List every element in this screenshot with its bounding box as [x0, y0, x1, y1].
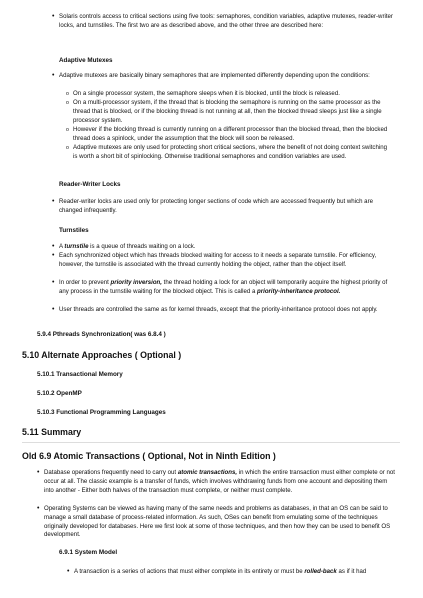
paragraph-text: Reader-writer locks are used only for protecting longer sections of code which are accessed frequently but which are changed infrequently. [59, 198, 373, 214]
list-item [44, 469, 397, 495]
heading-reader-writer-locks: Reader-Writer Locks [59, 181, 121, 188]
paragraph-text: Each synchronized object which has threads blocked waiting for access to it needs a separate turnstile. For efficiency, however, the turnstile is associated with the thread currently holding the object, rather than the object itself. [59, 252, 377, 268]
paragraph-text: the thread holding a lock for an object will temporarily acquire the highest priority of any process in the turnstile waiting for the blocked object. This is called a [59, 279, 388, 295]
list-item [59, 13, 393, 31]
heading-turnstiles: Turnstiles [59, 227, 89, 234]
paragraph-text: Solaris controls access to critical sections using five tools: semaphores, condition variables, adaptive mutexes, reader-writer locks, and turnstiles. The first two are as described above, and the other three are described here: [59, 13, 393, 29]
paragraph-text: User threads are controlled the same as for kernel threads, except that the priority-inheritance protocol does not apply. [59, 306, 378, 313]
heading-5-10-2: 5.10.2 OpenMP [37, 390, 82, 397]
paragraph-text: Database operations frequently need to carry out [44, 469, 178, 476]
sub-list-item [73, 90, 393, 99]
paragraph-text: On a single processor system, the semaphore sleeps when it is blocked, until the block is released. [73, 90, 340, 97]
paragraph-text: Adaptive mutexes are only used for protecting short critical sections, where the benefit of not doing context switching is worth a short bit of spinlocking. Otherwise traditional semaphores and condition variables are used. [73, 144, 387, 160]
paragraph-text: In order to prevent [59, 279, 111, 286]
list-item [59, 243, 393, 252]
emphasis-text: priority inversion, [110, 279, 162, 286]
list-item [59, 198, 393, 216]
emphasis-text: priority-inheritance protocol. [257, 287, 341, 295]
list-item [44, 505, 397, 540]
emphasis-text: turnstile [64, 243, 89, 250]
paragraph-text: Operating Systems can be viewed as having many of the same needs and problems as databases, in that an OS can be said to manage a small database of process-related information. As such, OSes can benefit from emulating some of the techniques originally developed for databases. Here we first look at some of those techniques, and then how they can be used to benefit OS development. [44, 505, 391, 539]
heading-adaptive-mutexes: Adaptive Mutexes [59, 57, 113, 64]
heading-5-9-4: 5.9.4 Pthreads Synchronization( was 6.8.4 ) [37, 331, 166, 338]
heading-5-10: 5.10 Alternate Approaches ( Optional ) [22, 350, 182, 360]
emphasis-text: atomic transactions, [177, 469, 238, 476]
list-item [59, 72, 393, 81]
paragraph-text: is a queue of threads waiting on a lock. [88, 243, 196, 250]
sub-list-item [73, 99, 393, 125]
list-item [59, 279, 393, 297]
heading-6-9-1: 6.9.1 System Model [59, 549, 118, 556]
paragraph-text: On a multi-processor system, if the thread that is blocking the semaphore is running on the same processor as the thread that is blocked, or if the blocking thread is not running at all, then the blocked thread sleeps just like a single processor system. [73, 99, 382, 124]
heading-5-10-3: 5.10.3 Functional Programming Languages [37, 409, 166, 416]
list-item [59, 306, 393, 315]
heading-5-10-1: 5.10.1 Transactional Memory [37, 371, 123, 378]
list-item [74, 568, 397, 577]
section-divider [22, 442, 400, 443]
paragraph-text: in which the entire transaction must either complete or not occur at all. The classic example is a transfer of funds, which involves withdrawing funds from one account and depositing them into another - Either both halves of the transaction must complete, or neither must complete. [44, 469, 395, 494]
heading-5-11: 5.11 Summary [22, 427, 82, 437]
emphasis-text: rolled-back [304, 568, 337, 575]
sub-list-item [73, 126, 393, 144]
sub-list-item [73, 144, 393, 162]
list-item [59, 252, 393, 270]
paragraph-text: However if the blocking thread is currently running on a different processor than the blocked thread, then the blocked thread does a spinlock, under the assumption that the block will soon be released. [73, 126, 388, 142]
paragraph-text: as if it had [336, 568, 367, 575]
paragraph-text: Adaptive mutexes are basically binary semaphores that are implemented differently depending upon the conditions: [59, 72, 370, 79]
paragraph-text: A [59, 243, 65, 250]
heading-old-6-9: Old 6.9 Atomic Transactions ( Optional, Not in Ninth Edition ) [22, 451, 276, 461]
paragraph-text: A transaction is a series of actions that must either complete in its entirety or must be [74, 568, 305, 575]
